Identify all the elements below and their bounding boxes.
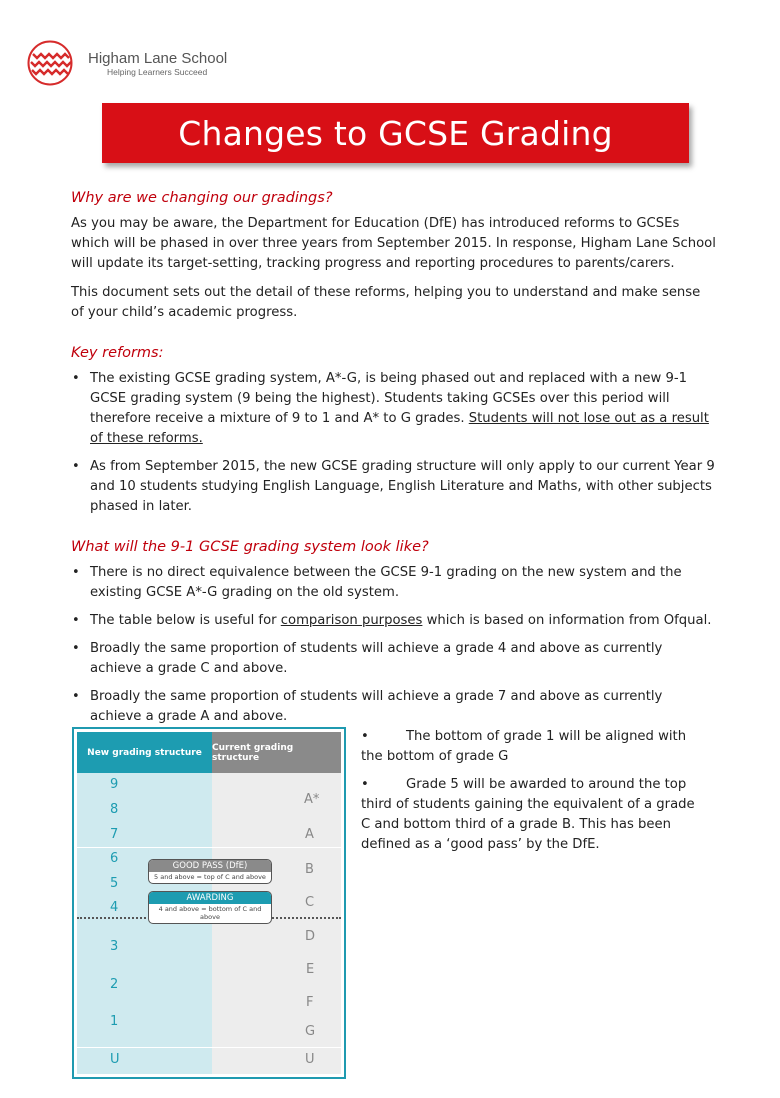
new-grade: 1 [110, 1014, 119, 1029]
new-grade: 2 [110, 977, 119, 992]
page-title: Changes to GCSE Grading [178, 113, 613, 153]
grading-comparison-table [72, 727, 346, 1079]
good-pass-label: GOOD PASS (DfE) 5 and above = top of C and above [148, 859, 272, 884]
new-grade: 6 [110, 851, 119, 866]
list-item: • As from September 2015, the new GCSE grading structure will only apply to our current Year 9 and 10 students studying English Language, English Literature and Maths, with other subjects phased in later. [71, 457, 716, 517]
reforms-list [71, 369, 716, 517]
comparison-link: comparison purposes [280, 613, 423, 628]
header-current-grading: Current grading structure [212, 732, 341, 773]
side-note: • Grade 5 will be awarded to around the top third of students gaining the equivalent of a grade C and bottom third of a grade B. This has been defined as a ‘good pass’ by the DfE. [361, 777, 695, 852]
new-grade: 8 [110, 802, 119, 817]
current-grade: C [305, 895, 315, 910]
new-grade: 5 [110, 876, 119, 891]
side-note: • The bottom of grade 1 will be aligned with the bottom of grade G [361, 729, 687, 764]
current-grade: D [305, 929, 316, 944]
current-grade: U [305, 1052, 315, 1067]
section-heading-why: Why are we changing our gradings? [71, 190, 333, 206]
section-heading-system: What will the 9-1 GCSE grading system look like? [71, 539, 429, 555]
list-item: • The existing GCSE grading system, A*-G, is being phased out and replaced with a new 9-1 GCSE grading system (9 being the highest). Students taking GCSEs over this period will therefore receive a mixture of 9 to 1 and A* to G grades. Students will not lose out as a result of these reforms. [71, 369, 716, 449]
school-tagline: Helping Learners Succeed [107, 67, 208, 77]
current-grade: E [306, 962, 315, 977]
title-banner [102, 103, 689, 163]
current-grade: A [305, 827, 314, 842]
new-grade: 3 [110, 939, 119, 954]
side-notes [361, 727, 706, 863]
school-logo [27, 40, 73, 86]
current-grade: F [306, 995, 314, 1010]
list-item: • Broadly the same proportion of students will achieve a grade 4 and above as currently achieve a grade C and above. [71, 639, 716, 679]
list-item: • There is no direct equivalence between the GCSE 9-1 grading on the new system and the existing GCSE A*-G grading on the old system. [71, 563, 716, 603]
section-heading-reforms: Key reforms: [71, 345, 164, 361]
main-content [71, 188, 716, 735]
header-new-grading: New grading structure [77, 732, 212, 773]
school-name: Higham Lane School [88, 50, 228, 67]
new-grade: 9 [110, 777, 119, 792]
new-grade: 4 [110, 900, 119, 915]
list-item: • Broadly the same proportion of students will achieve a grade 7 and above as currently achieve a grade A and above. [71, 687, 716, 727]
system-list [71, 563, 716, 727]
awarding-label: AWARDING 4 and above = bottom of C and above [148, 891, 272, 924]
new-grade: U [110, 1052, 120, 1067]
paragraph-intro: As you may be aware, the Department for Education (DfE) has introduced reforms to GCSEs which will be phased in over three years from September 2015. In response, Higham Lane School will update its target-setting, tracking progress and reporting procedures to parents/carers. [71, 216, 716, 271]
underlined-statement: Students will not lose out as a result of these reforms. [90, 411, 709, 446]
current-grade: A* [304, 792, 320, 807]
current-grade: B [305, 862, 314, 877]
new-grade: 7 [110, 827, 119, 842]
paragraph-purpose: This document sets out the detail of these reforms, helping you to understand and make sense of your child’s academic progress. [71, 285, 701, 320]
list-item: • The table below is useful for comparison purposes which is based on information from Ofqual. [71, 611, 716, 631]
current-grade: G [305, 1024, 316, 1039]
